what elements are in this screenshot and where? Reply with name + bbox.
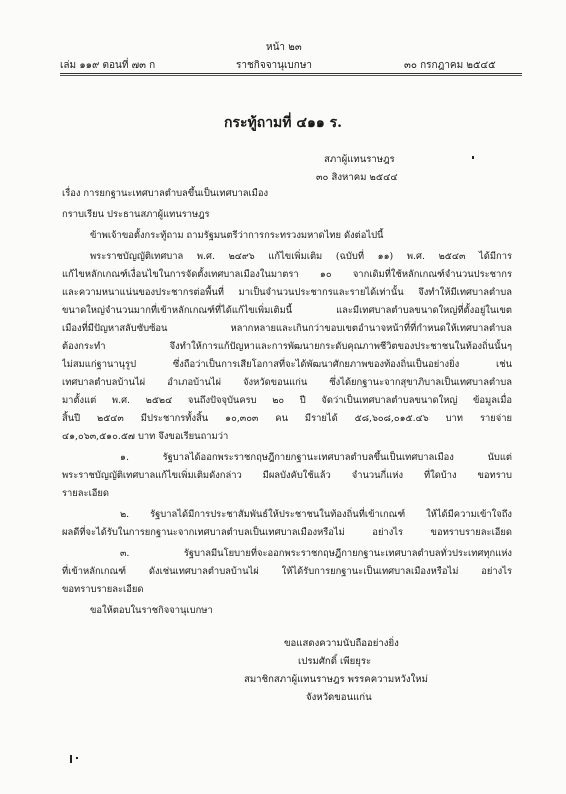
gazette-date: ๓๐ กรกฎาคม ๒๕๔๕ — [404, 60, 496, 71]
signature-province: จังหวัดขอนแก่น — [306, 692, 372, 703]
question-2-line: ผลดีที่จะได้รับในการยกฐานะจากเทศบาลตำบลเป็นเทศบาลเมืองหรือไม่ อย่างไร ขอทราบรายละเอียด — [62, 527, 512, 538]
paragraph-line: ต้องกระทำ จึงทำให้การแก้ปัญหาและการพัฒนายกระดับคุณภาพชีวิตของประชาชนในท้องถิ่นนั้นๆ — [62, 341, 512, 352]
paragraph-line: สิ้นปี ๒๕๔๓ มีประชากรทั้งสิ้น ๑๐,๓๐๓ คน มีรายได้ ๕๘,๖๐๘,๐๑๕.๔๖ บาท รายจ่าย — [62, 413, 512, 424]
gazette-name: ราชกิจจานุเบกษา — [236, 60, 313, 71]
page-number: หน้า ๒๓ — [266, 42, 302, 53]
subject: เรื่อง การยกฐานะเทศบาลตำบลขึ้นเป็นเทศบาลเมือง — [62, 188, 269, 199]
recipient: สภาผู้แทนราษฎร — [324, 154, 395, 165]
stray-mark — [472, 156, 474, 159]
paragraph-line: มาตั้งแต่ พ.ศ. ๒๕๒๔ จนถึงปัจจุบันครบ ๒๐ ปี จัดว่าเป็นเทศบาลตำบลขนาดใหญ่ ข้อมูลเมื่อ — [62, 395, 512, 406]
signature-position: สมาชิกสภาผู้แทนราษฎร พรรคความหวังใหม่ — [244, 674, 428, 685]
question-1-line: พระราชบัญญัติเทศบาลแก้ไขเพิ่มเติมดังกล่าว มีผลบังคับใช้แล้ว จำนวนกี่แห่ง ที่ใดบ้าง ขอทราบ — [62, 470, 512, 481]
scan-artifact — [76, 757, 78, 759]
paragraph-line: เทศบาลตำบลบ้านไผ่ อำเภอบ้านไผ่ จังหวัดขอนแก่น ซึ่งได้ยกฐานะจากสุขาภิบาลเป็นเทศบาลตำบล — [62, 377, 512, 388]
signature-regards: ขอแสดงความนับถืออย่างยิ่ง — [284, 638, 399, 649]
salutation: กราบเรียน ประธานสภาผู้แทนราษฎร — [62, 209, 210, 220]
submitted-date: ๓๐ สิงหาคม ๒๕๔๔ — [316, 172, 398, 183]
paragraph-line: เมืองที่มีปัญหาสลับซับซ้อน หลากหลายและเกินกว่าขอบเขตอำนาจหน้าที่ที่กำหนดให้เทศบาลตำบล — [62, 323, 512, 334]
paragraph-line: พระราชบัญญัติเทศบาล พ.ศ. ๒๔๙๖ แก้ไขเพิ่มเติม (ฉบับที่ ๑๑) พ.ศ. ๒๕๔๓ ได้มีการ — [90, 251, 512, 262]
paragraph-line: แก้ไขหลักเกณฑ์เงื่อนไขในการจัดตั้งเทศบาลเมืองในมาตรา ๑๐ จากเดิมที่ใช้หลักเกณฑ์จำนวนประชากร — [62, 269, 512, 280]
question-1-line: รายละเอียด — [62, 488, 109, 499]
scan-artifact — [70, 755, 72, 763]
closing-request: ขอให้ตอบในราชกิจจานุเบกษา — [90, 605, 213, 616]
paragraph-line: ขนาดใหญ่จำนวนมากที่เข้าหลักเกณฑ์ที่ได้แก้ไขเพิ่มเติมนี้ และมีเทศบาลตำบลขนาดใหญ่ที่ตั้งอยู่ในเขต — [62, 305, 512, 316]
book-issue: เล่ม ๑๑๙ ตอนที่ ๗๓ ก — [60, 60, 156, 71]
signature-name: เปรมศักดิ์ เพียยุระ — [298, 656, 372, 667]
paragraph-line: ไม่สมแก่ฐานานุรูป ซึ่งถือว่าเป็นการเสียโอกาสที่จะได้พัฒนาศักยภาพของท้องถิ่นเป็นอย่างยิ่ง เช่น — [62, 359, 512, 370]
question-3: ๓. รัฐบาลมีนโยบายที่จะออกพระราชกฤษฎีกายกฐานะเทศบาลตำบลทั่วประเทศทุกแห่ง — [120, 548, 512, 559]
question-1: ๑. รัฐบาลได้ออกพระราชกฤษฎีกายกฐานะเทศบาลตำบลขึ้นเป็นเทศบาลเมือง นับแต่ — [120, 452, 512, 463]
paragraph-line: และความหนาแน่นของประชากรต่อพื้นที่ มาเป็นจำนวนประชากรและรายได้เท่านั้น จึงทำให้มีเทศบาลตำบล — [62, 287, 512, 298]
header-rule-2 — [60, 75, 522, 76]
intro: ข้าพเจ้าขอตั้งกระทู้ถาม ถามรัฐมนตรีว่าการกระทรวงมหาดไทย ดังต่อไปนี้ — [90, 230, 384, 241]
question-title: กระทู้ถามที่ ๔๑๑ ร. — [223, 115, 343, 131]
header-rule — [60, 73, 522, 74]
question-3-line: ขอทราบรายละเอียด — [62, 584, 144, 595]
question-2: ๒. รัฐบาลได้มีการประชาสัมพันธ์ให้ประชาชนในท้องถิ่นที่เข้าเกณฑ์ ให้ได้มีความเข้าใจถึง — [120, 509, 512, 520]
question-3-line: ที่เข้าหลักเกณฑ์ ดังเช่นเทศบาลตำบลบ้านไผ่ ให้ได้รับการยกฐานะเป็นเทศบาลเมืองหรือไม่ อย่างไร — [62, 566, 512, 577]
paragraph-line: ๔๑,๐๖๓,๕๑๐.๕๗ บาท จึงขอเรียนถามว่า — [62, 431, 229, 442]
